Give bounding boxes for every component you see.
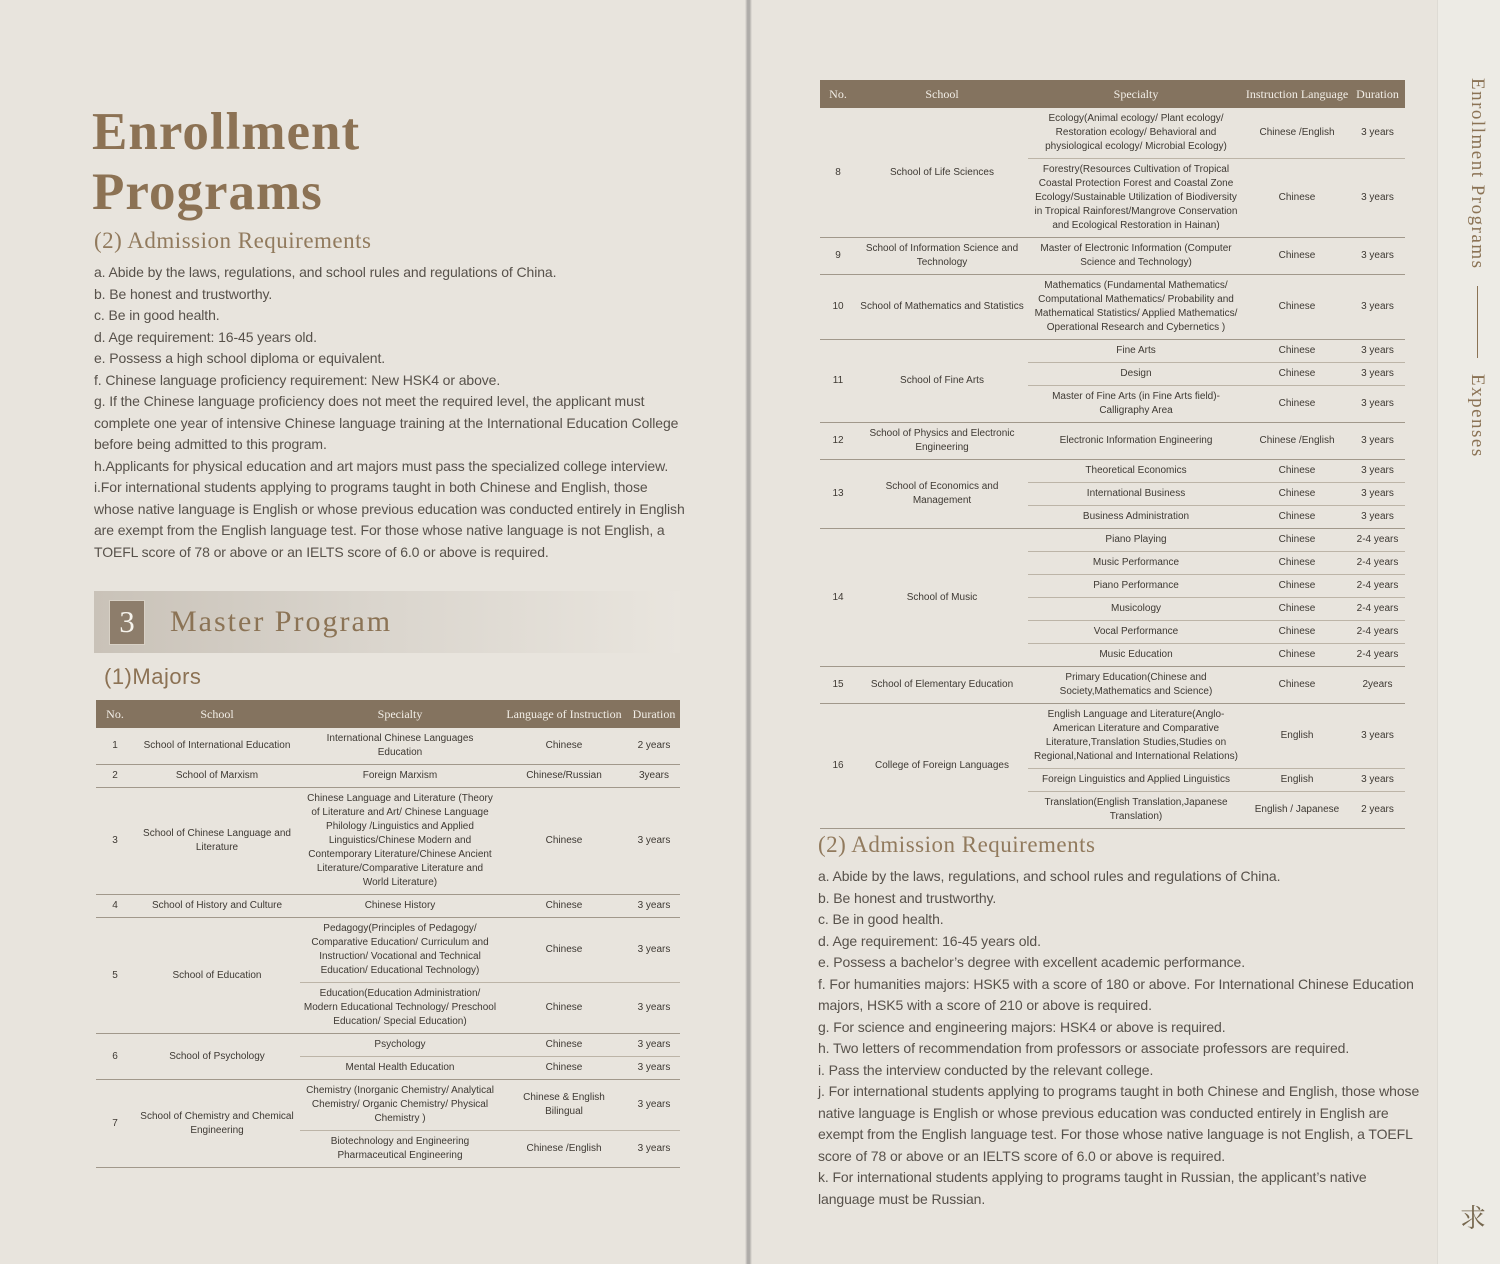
school-cell: College of Foreign Languages bbox=[856, 704, 1028, 829]
language-cell: Chinese /English bbox=[1244, 423, 1350, 460]
specialty-cell: Electronic Information Engineering bbox=[1028, 423, 1244, 460]
requirement-item: g. If the Chinese language proficiency does not meet the required level, the applicant must complete one year of intensive Chinese language training at the International Education College before being admitted to this program. bbox=[94, 393, 679, 452]
table-row bbox=[820, 423, 1405, 460]
specialty-cell: Chemistry (Inorganic Chemistry/ Analytical Chemistry/ Organic Chemistry/ Physical Chemistry ) bbox=[300, 1080, 500, 1131]
no-cell: 7 bbox=[96, 1080, 134, 1168]
no-cell: 9 bbox=[820, 238, 856, 275]
duration-cell: 3 years bbox=[1350, 704, 1405, 769]
side-rail bbox=[1460, 78, 1494, 457]
specialty-cell: Ecology(Animal ecology/ Plant ecology/ Restoration ecology/ Behavioral and physiological ecology/ Microbial Ecology) bbox=[1045, 113, 1227, 152]
column-header: School bbox=[134, 700, 300, 728]
table-header-row bbox=[96, 700, 680, 728]
table-row bbox=[96, 918, 680, 983]
no-cell: 15 bbox=[820, 667, 856, 704]
table-row bbox=[820, 460, 1405, 483]
table-row bbox=[820, 275, 1405, 340]
requirement-item: h. Two letters of recommendation from professors or associate professors are required. bbox=[818, 1040, 1350, 1056]
language-cell: Chinese bbox=[1244, 238, 1350, 275]
language-cell: Chinese bbox=[1244, 340, 1350, 363]
duration-cell: 3 years bbox=[628, 1080, 680, 1131]
requirement-item: d. Age requirement: 16-45 years old. bbox=[94, 328, 317, 345]
language-cell: Chinese/Russian bbox=[500, 765, 628, 788]
specialty-cell: Fine Arts bbox=[1028, 340, 1244, 363]
language-cell: Chinese bbox=[500, 983, 628, 1034]
master-program-title: Master Program bbox=[170, 605, 393, 638]
language-cell: Chinese bbox=[500, 1057, 628, 1080]
school-cell: School of Education bbox=[134, 918, 300, 1034]
language-cell: Chinese bbox=[1244, 460, 1350, 483]
table-row bbox=[820, 529, 1405, 552]
no-cell: 13 bbox=[820, 460, 856, 529]
specialty-cell: Mental Health Education bbox=[300, 1057, 500, 1080]
requirements-list bbox=[818, 866, 1424, 1210]
specialty-cell: International Business bbox=[1028, 483, 1244, 506]
column-header: Instruction Language bbox=[1244, 80, 1350, 108]
duration-cell: 3 years bbox=[1350, 423, 1405, 460]
specialty-cell: Primary Education(Chinese and Society,Mathematics and Science) bbox=[1028, 667, 1244, 704]
language-cell: Chinese bbox=[500, 1034, 628, 1057]
school-cell: School of Music bbox=[856, 529, 1028, 667]
specialty-cell: Musicology bbox=[1028, 598, 1244, 621]
language-cell: Chinese bbox=[500, 918, 628, 983]
no-cell: 11 bbox=[820, 340, 856, 423]
column-header: Language of Instruction bbox=[500, 700, 628, 728]
specialty-cell: Psychology bbox=[300, 1034, 500, 1057]
requirement-item: b. Be honest and trustworthy. bbox=[94, 285, 273, 302]
column-header: No. bbox=[96, 700, 134, 728]
table-row bbox=[820, 667, 1405, 704]
requirement-item: i.For international students applying to programs taught in both Chinese and English, those whose native language is English or whose previous education was conducted entirely in English are exempt from the English language test. For those whose native language is not English, a TOEFL score of 78 or above or an IELTS score of 6.0 or above is required. bbox=[94, 479, 685, 560]
specialty-cell: Foreign Linguistics and Applied Linguistics bbox=[1028, 769, 1244, 792]
requirement-item: e. Possess a high school diploma or equivalent. bbox=[94, 350, 386, 366]
requirement-item: f. Chinese language proficiency requirement: New HSK4 or above. bbox=[94, 371, 501, 388]
requirement-item: k. For international students applying to programs taught in Russian, the applicant’s native language must be Russian. bbox=[818, 1169, 1367, 1207]
school-cell: School of Information Science and Technology bbox=[856, 238, 1028, 275]
duration-cell: 3 years bbox=[628, 788, 680, 895]
duration-cell: 3years bbox=[628, 765, 680, 788]
no-cell: 5 bbox=[96, 918, 134, 1034]
school-cell: School of Elementary Education bbox=[856, 667, 1028, 704]
duration-cell: 3 years bbox=[1350, 363, 1405, 386]
language-cell: Chinese bbox=[1244, 575, 1350, 598]
specialty-cell: Music Education bbox=[1028, 644, 1244, 667]
requirements-list bbox=[94, 262, 688, 563]
duration-cell: 3 years bbox=[628, 983, 680, 1034]
school-cell: School of Fine Arts bbox=[856, 340, 1028, 423]
bachelor-admission-requirements-section bbox=[94, 228, 688, 563]
section-number-badge: 3 bbox=[109, 600, 145, 645]
duration-cell: 2-4 years bbox=[1350, 575, 1405, 598]
no-cell: 2 bbox=[96, 765, 134, 788]
duration-cell: 3 years bbox=[1350, 275, 1405, 340]
duration-cell: 3 years bbox=[1350, 238, 1405, 275]
specialty-cell: Vocal Performance bbox=[1028, 621, 1244, 644]
requirement-item: i. Pass the interview conducted by the relevant college. bbox=[818, 1061, 1154, 1078]
column-header: Duration bbox=[628, 700, 680, 728]
specialty-cell: English Language and Literature(Anglo-American Literature and Comparative Literature,Translation Studies,Studies on Regional,National and International Relations) bbox=[1028, 704, 1244, 769]
language-cell: Chinese bbox=[500, 895, 628, 918]
school-cell: School of Life Sciences bbox=[890, 166, 994, 178]
specialty-cell: Pedagogy(Principles of Pedagogy/ Comparative Education/ Curriculum and Instruction/ Vocational and Technical Education/ Educational Technology) bbox=[300, 918, 500, 983]
duration-cell: 2-4 years bbox=[1350, 552, 1405, 575]
requirement-item: d. Age requirement: 16-45 years old. bbox=[818, 932, 1041, 949]
table-row bbox=[820, 238, 1405, 275]
side-rail-divider-line bbox=[1477, 286, 1478, 358]
specialty-cell: Forestry(Resources Cultivation of Tropical Coastal Protection Forest and Coastal Zone Ecology/Sustainable Utilization of Biodiversity in Tropical Rainforest/Mangrove Conservation and Ecological Restoration in Hainan) bbox=[1028, 159, 1244, 238]
specialty-cell: Piano Performance bbox=[1028, 575, 1244, 598]
language-cell: Chinese bbox=[1244, 483, 1350, 506]
table-row bbox=[96, 1080, 680, 1131]
no-cell: 16 bbox=[820, 704, 856, 829]
requirement-item: c. Be in good health. bbox=[818, 911, 944, 927]
language-cell: Chinese bbox=[1244, 667, 1350, 704]
requirement-item: a. Abide by the laws, regulations, and school rules and regulations of China. bbox=[94, 264, 557, 280]
specialty-cell: Chinese Language and Literature (Theory of Literature and Art/ Chinese Language Philology /Linguistics and Applied Linguistics/Chinese Modern and Contemporary Literature/Chinese Ancient Literature/Comparative Literature and World Literature) bbox=[300, 788, 500, 895]
column-header: No. bbox=[820, 80, 856, 108]
table-row bbox=[820, 108, 1405, 159]
language-cell: Chinese bbox=[1244, 644, 1350, 667]
requirement-item: e. Possess a bachelor’s degree with excellent academic performance. bbox=[818, 954, 1246, 970]
language-cell: Chinese bbox=[1244, 529, 1350, 552]
requirement-item: j. For international students applying to programs taught in both Chinese and English, those whose native language is English or whose previous education was conducted entirely in English are exempt from the English language test. For those whose native language is not English, a TOEFL score of 78 or above or an IELTS score of 6.0 or above is required. bbox=[818, 1083, 1420, 1164]
table-header-row bbox=[820, 80, 1405, 108]
no-cell: 1 bbox=[112, 740, 118, 751]
specialty-cell: Piano Playing bbox=[1028, 529, 1244, 552]
duration-cell: 2-4 years bbox=[1350, 598, 1405, 621]
school-cell: School of Marxism bbox=[134, 765, 300, 788]
table-row bbox=[96, 895, 680, 918]
school-cell: School of Mathematics and Statistics bbox=[856, 275, 1028, 340]
specialty-cell: International Chinese Languages Education bbox=[326, 733, 474, 758]
specialty-cell: Theoretical Economics bbox=[1028, 460, 1244, 483]
duration-cell: 3 years bbox=[1350, 159, 1405, 238]
duration-cell: 3 years bbox=[1350, 769, 1405, 792]
specialty-cell: Business Administration bbox=[1028, 506, 1244, 529]
language-cell: Chinese bbox=[1244, 275, 1350, 340]
requirement-item: f. For humanities majors: HSK5 with a score of 180 or above. For International Chinese Education majors, HSK5 with a score of 210 or above is required. bbox=[818, 975, 1414, 1013]
requirement-item: g. For science and engineering majors: HSK4 or above is required. bbox=[818, 1018, 1226, 1035]
table-row bbox=[820, 704, 1405, 769]
no-cell: 12 bbox=[820, 423, 856, 460]
duration-cell: 3 years bbox=[1350, 460, 1405, 483]
language-cell: Chinese bbox=[1244, 363, 1350, 386]
school-cell: School of Psychology bbox=[134, 1034, 300, 1080]
table-row bbox=[96, 1034, 680, 1057]
column-header: Duration bbox=[1350, 80, 1405, 108]
column-header: Specialty bbox=[1028, 80, 1244, 108]
language-cell: English / Japanese bbox=[1244, 792, 1350, 829]
duration-cell: 3 years bbox=[628, 1131, 680, 1168]
language-cell: Chinese bbox=[545, 740, 583, 751]
specialty-cell: Design bbox=[1028, 363, 1244, 386]
section-heading: (2) Admission Requirements bbox=[818, 832, 1096, 857]
table-row bbox=[96, 765, 680, 788]
specialty-cell: Mathematics (Fundamental Mathematics/ Computational Mathematics/ Probability and Mathematical Statistics/ Applied Mathematics/ Operational Research and Cybernetics ) bbox=[1028, 275, 1244, 340]
column-header: Specialty bbox=[300, 700, 500, 728]
no-cell: 8 bbox=[835, 166, 841, 178]
requirement-item: c. Be in good health. bbox=[94, 307, 220, 323]
requirement-item: h.Applicants for physical education and art majors must pass the specialized college interview. bbox=[94, 457, 669, 474]
language-cell: Chinese /English bbox=[500, 1131, 628, 1168]
duration-cell: 3 years bbox=[1350, 386, 1405, 423]
master-admission-requirements-section bbox=[818, 832, 1424, 1210]
school-cell: School of International Education bbox=[143, 740, 291, 751]
school-cell: School of Economics and Management bbox=[856, 460, 1028, 529]
duration-cell: 3 years bbox=[1350, 483, 1405, 506]
duration-cell: 3 years bbox=[628, 1057, 680, 1080]
duration-cell: 2-4 years bbox=[1350, 644, 1405, 667]
column-header: School bbox=[856, 80, 1028, 108]
side-rail-label-expenses: Expenses bbox=[1467, 373, 1488, 458]
corner-calligraphy-glyph: 求 bbox=[1460, 1204, 1487, 1233]
section-heading: (2) Admission Requirements bbox=[94, 228, 372, 253]
specialty-cell: Foreign Marxism bbox=[300, 765, 500, 788]
majors-table-page1 bbox=[96, 700, 680, 1168]
duration-cell: 2 years bbox=[637, 740, 671, 751]
duration-cell: 3 years bbox=[628, 918, 680, 983]
school-cell: School of History and Culture bbox=[134, 895, 300, 918]
language-cell: English bbox=[1244, 769, 1350, 792]
school-cell: School of Chinese Language and Literature bbox=[134, 788, 300, 895]
table-row bbox=[96, 728, 680, 765]
duration-cell: 3 years bbox=[1350, 506, 1405, 529]
school-cell: School of Physics and Electronic Engineering bbox=[856, 423, 1028, 460]
language-cell: English bbox=[1244, 704, 1350, 769]
language-cell: Chinese bbox=[1244, 552, 1350, 575]
table-row bbox=[820, 340, 1405, 363]
language-cell: Chinese bbox=[1244, 506, 1350, 529]
no-cell: 4 bbox=[96, 895, 134, 918]
duration-cell: 3 years bbox=[1361, 127, 1394, 138]
page-title: Enrollment Programs bbox=[92, 102, 361, 221]
specialty-cell: Education(Education Administration/ Modern Educational Technology/ Preschool Education/ Special Education) bbox=[300, 983, 500, 1034]
no-cell: 6 bbox=[96, 1034, 134, 1080]
language-cell: Chinese bbox=[1244, 621, 1350, 644]
requirement-item: a. Abide by the laws, regulations, and school rules and regulations of China. bbox=[818, 868, 1281, 884]
specialty-cell: Biotechnology and Engineering Pharmaceutical Engineering bbox=[300, 1131, 500, 1168]
language-cell: Chinese bbox=[1244, 159, 1350, 238]
no-cell: 14 bbox=[820, 529, 856, 667]
table-row bbox=[96, 788, 680, 895]
no-cell: 3 bbox=[96, 788, 134, 895]
majors-table-page2 bbox=[820, 80, 1405, 829]
duration-cell: 2-4 years bbox=[1350, 529, 1405, 552]
specialty-cell: Chinese History bbox=[300, 895, 500, 918]
specialty-cell: Master of Fine Arts (in Fine Arts field)- Calligraphy Area bbox=[1028, 386, 1244, 423]
specialty-cell: Music Performance bbox=[1028, 552, 1244, 575]
page-fold-divider bbox=[745, 0, 752, 1264]
language-cell: Chinese bbox=[1244, 598, 1350, 621]
requirement-item: b. Be honest and trustworthy. bbox=[818, 889, 997, 906]
master-program-banner bbox=[94, 591, 680, 653]
no-cell: 10 bbox=[820, 275, 856, 340]
language-cell: Chinese & English Bilingual bbox=[500, 1080, 628, 1131]
duration-cell: 2-4 years bbox=[1350, 621, 1405, 644]
side-rail-label-enrollment: Enrollment Programs bbox=[1467, 78, 1488, 270]
school-cell: School of Chemistry and Chemical Engineering bbox=[134, 1080, 300, 1168]
language-cell: Chinese /English bbox=[1259, 127, 1335, 138]
specialty-cell: Master of Electronic Information (Computer Science and Technology) bbox=[1028, 238, 1244, 275]
majors-heading: (1)Majors bbox=[104, 664, 202, 689]
duration-cell: 2 years bbox=[1350, 792, 1405, 829]
language-cell: Chinese bbox=[500, 788, 628, 895]
duration-cell: 3 years bbox=[1350, 340, 1405, 363]
specialty-cell: Translation(English Translation,Japanese Translation) bbox=[1028, 792, 1244, 829]
duration-cell: 3 years bbox=[628, 1034, 680, 1057]
language-cell: Chinese bbox=[1244, 386, 1350, 423]
duration-cell: 3 years bbox=[628, 895, 680, 918]
duration-cell: 2years bbox=[1350, 667, 1405, 704]
